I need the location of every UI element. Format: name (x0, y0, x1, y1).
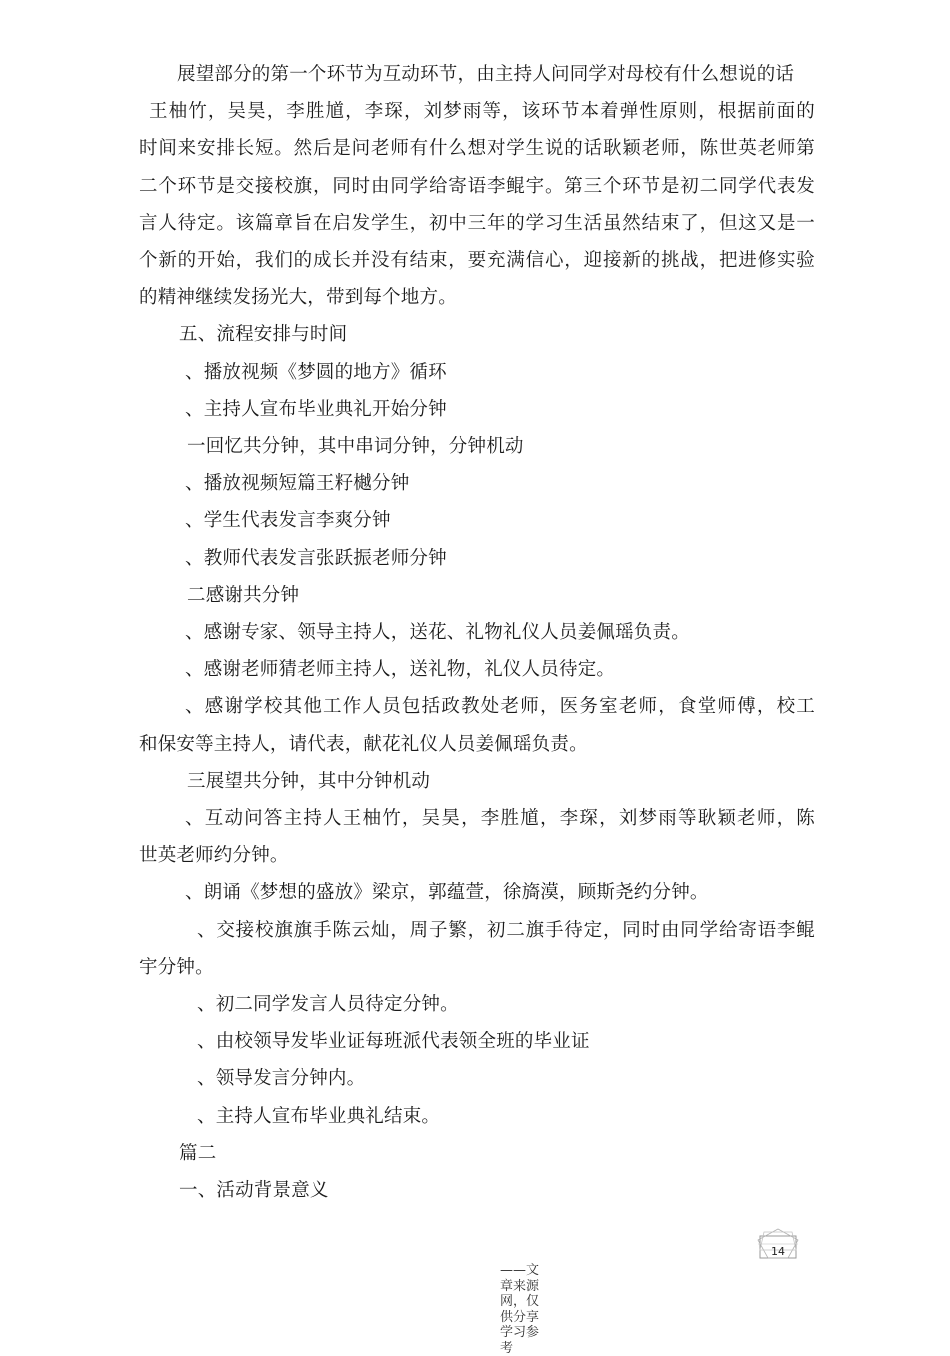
subsection-heading: 二感谢共分钟 (187, 584, 300, 606)
list-item: 、感谢老师猜老师主持人，送礼物，礼仪人员待定。 (185, 659, 616, 681)
list-item: 、感谢学校其他工作人员包括政教处老师，医务室老师，食堂师傅，校工 (185, 696, 815, 718)
list-item: 、学生代表发言李爽分钟 (185, 510, 391, 532)
page-number-badge (756, 1228, 798, 1258)
paragraph-line: 的精神继续发扬光大，带到每个地方。 (139, 287, 457, 309)
section-heading: 五、流程安排与时间 (179, 324, 348, 346)
list-item: 、播放视频短篇王籽樾分钟 (185, 473, 410, 495)
paragraph-line: 时间来安排长短。然后是问老师有什么想对学生说的话耿颖老师，陈世英老师第 (139, 138, 815, 160)
list-item: 、主持人宣布毕业典礼开始分钟 (185, 398, 447, 420)
section-heading: 一、活动背景意义 (179, 1180, 329, 1202)
list-item: 、由校领导发毕业证每班派代表领全班的毕业证 (197, 1031, 590, 1053)
list-item: 、感谢专家、领导主持人，送花、礼物礼仪人员姜佩瑶负责。 (185, 622, 690, 644)
page-number: 14 (771, 1245, 785, 1258)
list-item: 、互动问答主持人王柚竹，吴昊，李胜馗，李琛，刘梦雨等耿颖老师，陈 (185, 808, 815, 830)
list-item-continuation: 宇分钟。 (139, 956, 214, 978)
paragraph-line: 展望部分的第一个环节为互动环节，由主持人问同学对母校有什么想说的话 (177, 64, 795, 85)
list-item: 、交接校旗旗手陈云灿，周子繁，初二旗手待定，同时由同学给寄语李鲲 (197, 919, 815, 941)
list-item: 、主持人宣布毕业典礼结束。 (197, 1105, 441, 1127)
paragraph-line: 个新的开始，我们的成长并没有结束，要充满信心，迎接新的挑战，把进修实验 (139, 250, 815, 272)
list-item-continuation: 世英老师约分钟。 (139, 845, 289, 867)
list-item: 、朗诵《梦想的盛放》梁京，郭蕴萱，徐旖漠，顾斯尧约分钟。 (185, 882, 709, 904)
subsection-heading: 三展望共分钟，其中分钟机动 (187, 770, 431, 792)
section-heading: 篇二 (179, 1142, 217, 1164)
document-body (139, 56, 815, 1209)
list-item: 、播放视频《梦圆的地方》循环 (185, 361, 447, 383)
paragraph-line: 王柚竹，吴昊，李胜馗，李琛，刘梦雨等，该环节本着弹性原则，根据前面的 (149, 101, 815, 123)
list-item: 、教师代表发言张跃振老师分钟 (185, 547, 447, 569)
source-footnote: ——文章来源网，仅供分享学习参考 (500, 1263, 540, 1356)
paragraph-line: 二个环节是交接校旗，同时由同学给寄语李鲲宇。第三个环节是初二同学代表发 (139, 175, 815, 197)
list-item-continuation: 和保安等主持人，请代表，献花礼仪人员姜佩瑶负责。 (139, 733, 588, 755)
list-item: 、初二同学发言人员待定分钟。 (197, 994, 459, 1016)
paragraph-line: 言人待定。该篇章旨在启发学生，初中三年的学习生活虽然结束了，但这又是一 (139, 212, 815, 234)
list-item: 、领导发言分钟内。 (197, 1068, 366, 1090)
subsection-heading: 一回忆共分钟，其中串词分钟，分钟机动 (187, 436, 524, 458)
